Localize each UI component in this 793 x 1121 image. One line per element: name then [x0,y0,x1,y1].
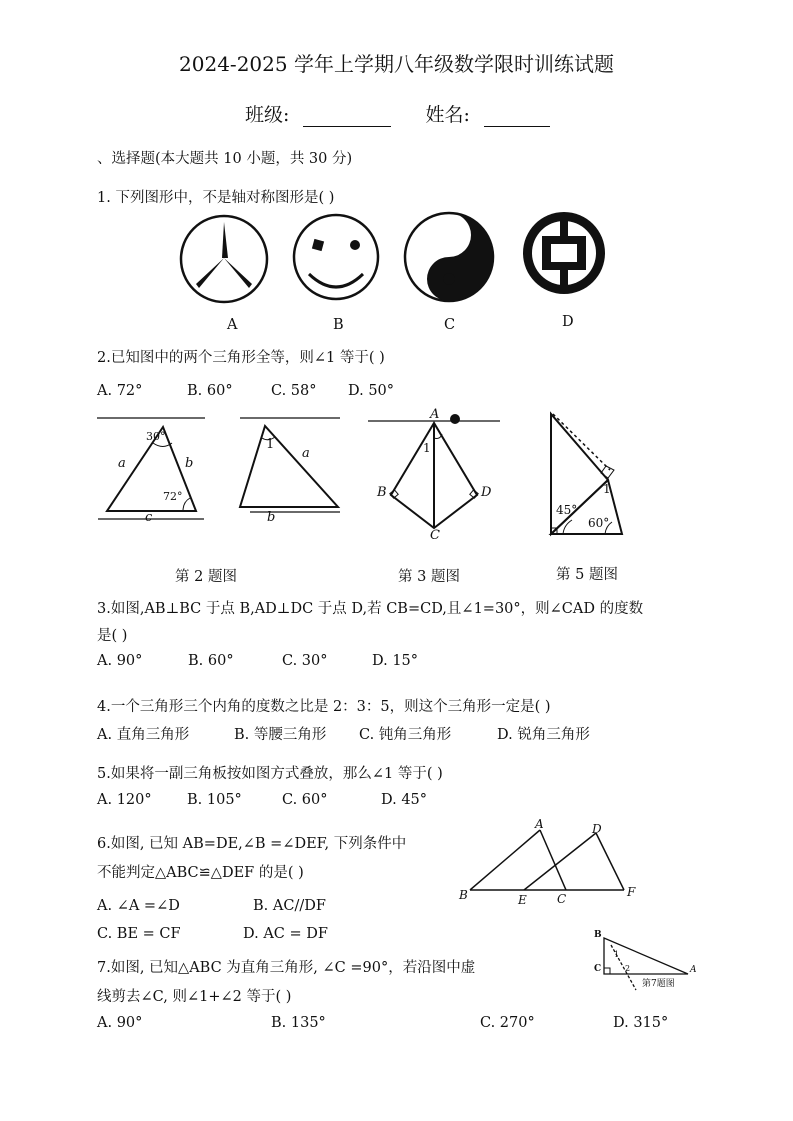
q6-point-a: A [535,817,544,831]
section-heading: 、选择题(本大题共 10 小题，共 30 分) [97,151,353,167]
q5-angle-45: 45° [556,503,578,517]
q4-option-d[interactable]: D. 锐角三角形 [497,727,590,743]
q7-angle-1: 1 [614,950,620,959]
q5-text: 5.如果将一副三角板按如图方式叠放，那么∠1 等于( ) [97,766,443,782]
q1-label-a: A [227,317,238,333]
q3-option-c[interactable]: C. 30° [282,653,328,669]
q3-text-line1: 3.如图,AB⊥BC 于点 B,AD⊥DC 于点 D,若 CB=CD,且∠1=30°，则∠CAD 的度数 [97,601,644,617]
q5-angle-1: 1 [603,482,611,496]
q4-option-b[interactable]: B. 等腰三角形 [234,727,327,743]
q3-point-b: B [377,485,387,500]
q7-point-b: B [594,930,602,940]
q3-option-d[interactable]: D. 15° [372,653,419,669]
q6-option-c[interactable]: C. BE = CF [97,926,181,942]
q6-option-b[interactable]: B. AC//DF [253,898,326,914]
q4-option-a[interactable]: A. 直角三角形 [97,727,190,743]
q2-side-a: a [118,456,126,471]
q5-option-c[interactable]: C. 60° [282,792,328,808]
q2-angle-30: 30° [146,430,166,443]
q2-side-b2: b [267,510,276,525]
q7-point-a: A [690,965,697,975]
q4-text: 4.一个三角形三个内角的度数之比是 2：3：5，则这个三角形一定是( ) [97,699,551,715]
q3-option-b[interactable]: B. 60° [188,653,234,669]
q6-point-c: C [557,892,567,906]
q3-text-line2: 是( ) [97,628,128,644]
q1-text: 1. 下列图形中，不是轴对称图形是( ) [97,190,335,206]
q7-option-a[interactable]: A. 90° [97,1015,143,1031]
q6-text-line1: 6.如图, 已知 AB=DE,∠B =∠DEF, 下列条件中 [97,836,407,852]
q2-side-a2: a [302,446,310,461]
q6-option-d[interactable]: D. AC = DF [243,926,328,942]
q4-option-c[interactable]: C. 钝角三角形 [359,727,452,743]
q2-angle-1: 1 [266,437,275,452]
q2-side-c: c [145,510,153,525]
class-label: 班级: [245,104,290,126]
q7-caption: 第7题图 [642,979,675,989]
q6-option-a[interactable]: A. ∠A =∠D [97,898,180,914]
q7-option-c[interactable]: C. 270° [480,1015,535,1031]
q3-option-a[interactable]: A. 90° [97,653,143,669]
q2-text: 2.已知图中的两个三角形全等，则∠1 等于( ) [97,350,385,366]
q5-angle-60: 60° [588,516,610,530]
q2-side-b: b [185,456,194,471]
q2-option-a[interactable]: A. 72° [97,383,143,399]
q7-option-d[interactable]: D. 315° [613,1015,669,1031]
page-title: 2024-2025 学年上学期八年级数学限时训练试题 [179,52,614,76]
q6-point-d: D [592,822,602,836]
q3-angle-1: 1 [423,441,431,455]
q7-angle-2: 2 [625,964,631,973]
q2-option-d[interactable]: D. 50° [348,383,395,399]
q2-option-c[interactable]: C. 58° [271,383,317,399]
q3-point-c: C [430,528,440,543]
q5-option-b[interactable]: B. 105° [187,792,242,808]
q1-label-b: B [333,317,344,333]
q6-point-e: E [518,893,527,907]
q2-option-b[interactable]: B. 60° [187,383,233,399]
name-label: 姓名: [425,104,470,126]
caption-q5: 第 5 题图 [556,567,618,583]
caption-q3: 第 3 题图 [398,569,460,585]
caption-q2: 第 2 题图 [175,569,237,585]
q6-point-f: F [627,885,636,899]
q7-text-line1: 7.如图, 已知△ABC 为直角三角形, ∠C =90°，若沿图中虚 [97,960,476,976]
q1-label-c: C [444,317,456,333]
q7-option-b[interactable]: B. 135° [271,1015,326,1031]
q5-option-a[interactable]: A. 120° [97,792,152,808]
q2-angle-72: 72° [163,490,183,503]
q7-text-line2: 线剪去∠C, 则∠1+∠2 等于( ) [97,989,292,1005]
q3-point-a: A [430,407,440,422]
q6-point-b: B [459,888,468,902]
q5-option-d[interactable]: D. 45° [381,792,428,808]
q6-text-line2: 不能判定△ABC≌△DEF 的是( ) [97,865,304,881]
q3-point-d: D [481,485,492,500]
q7-point-c: C [594,964,602,974]
q1-label-d: D [562,314,574,330]
